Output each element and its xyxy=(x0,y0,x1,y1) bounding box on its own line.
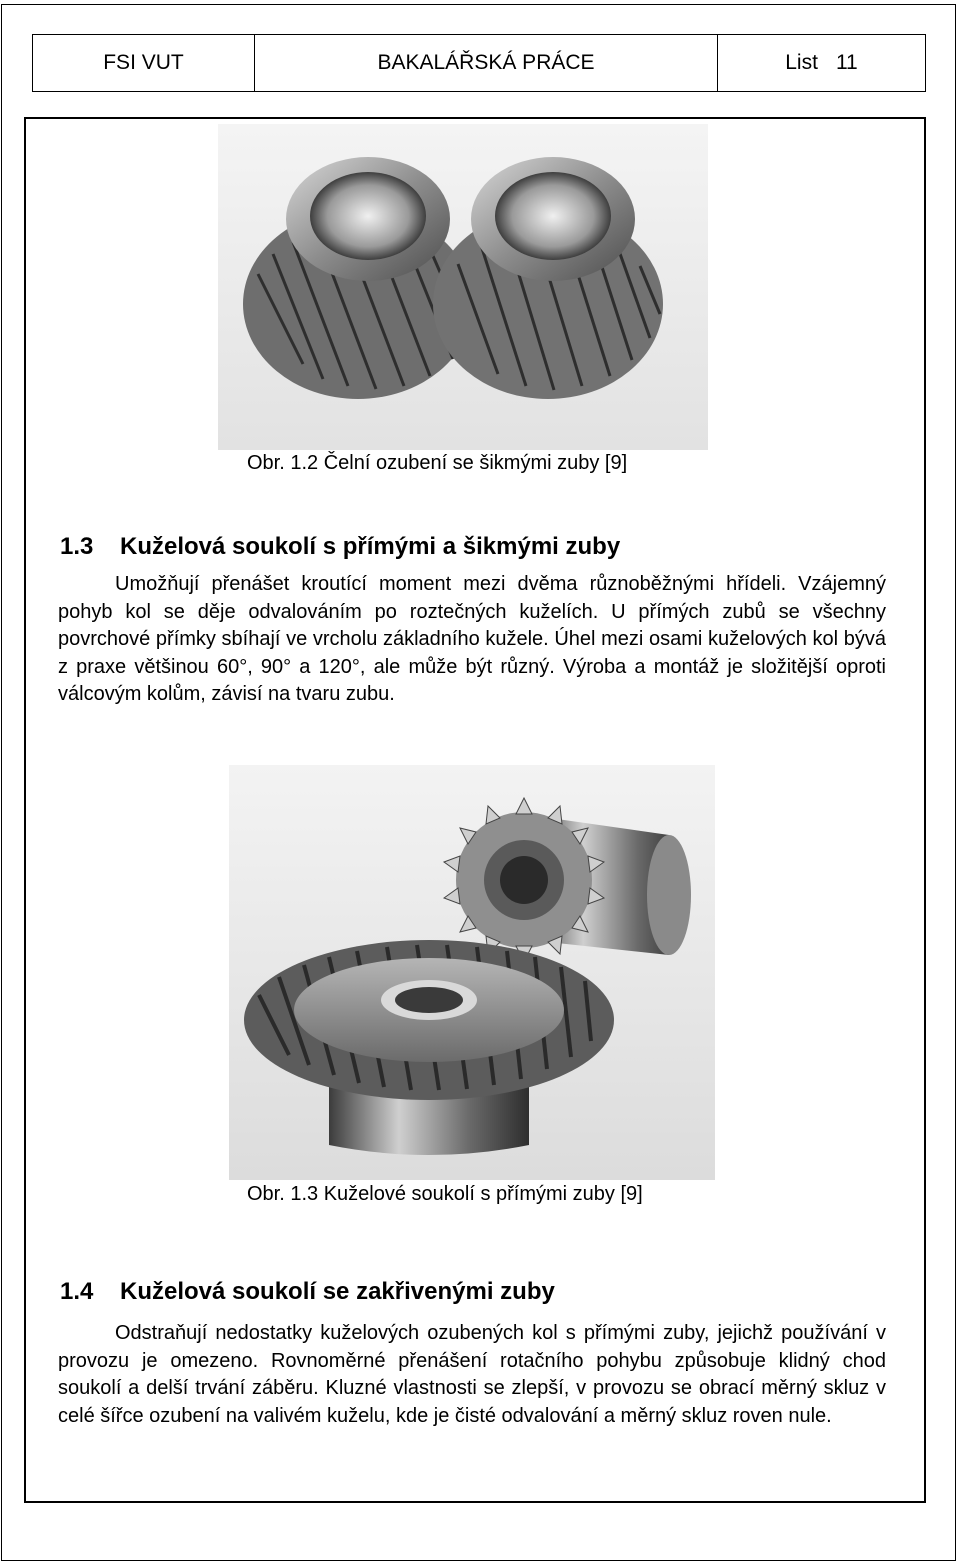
section-paragraph-1-3 xyxy=(58,571,886,709)
header-document-type: BAKALÁŘSKÁ PRÁCE xyxy=(255,35,718,91)
section-title: Kuželová soukolí se zakřivenými zuby xyxy=(120,1278,555,1305)
header-page-number: 11 xyxy=(835,51,858,74)
bevel-gears-photo xyxy=(229,765,715,1180)
section-heading-1-3 xyxy=(60,533,620,561)
header-page-info xyxy=(718,35,925,91)
figure-caption-1-3: Obr. 1.3 Kuželové soukolí s přímými zuby [9] xyxy=(247,1183,643,1205)
helical-gears-photo xyxy=(218,124,708,450)
header-list-label: List xyxy=(785,51,818,74)
page-header xyxy=(32,34,926,92)
section-paragraph-1-4 xyxy=(58,1320,886,1430)
section-heading-1-4 xyxy=(60,1278,555,1306)
paragraph-text: Umožňují přenášet kroutící moment mezi dvěma různoběžnými hřídeli. Vzájemný pohyb kol se děje odvalováním po roztečných kuželích. U přímých zubů se všechny povrchové přímky sbíhají ve vrcholu základního kužele. Úhel mezi osami kuželových kol bývá z praxe většinou 60°, 90° a 120°, ale může být různý. Výroba a montáž je složitější oproti válcovým kolům, závisí na tvaru zubu. xyxy=(58,573,886,705)
section-number: 1.4 xyxy=(60,1278,94,1305)
figure-caption-1-2: Obr. 1.2 Čelní ozubení se šikmými zuby [9] xyxy=(247,452,628,474)
header-institution: FSI VUT xyxy=(33,35,255,91)
section-title: Kuželová soukolí s přímými a šikmými zuby xyxy=(120,533,621,560)
section-number: 1.3 xyxy=(60,533,94,560)
paragraph-text: Odstraňují nedostatky kuželových ozubených kol s přímými zuby, jejichž používání v provozu je omezeno. Rovnoměrné přenášení rotačního pohybu způsobuje klidný chod soukolí a delší trvání záběru. Kluzné vlastnosti se zlepší, v provozu se obrací měrný skluz v celé šířce ozubení na valivém kuželu, kde je čisté odvalování a měrný skluz roven nule. xyxy=(58,1322,886,1427)
